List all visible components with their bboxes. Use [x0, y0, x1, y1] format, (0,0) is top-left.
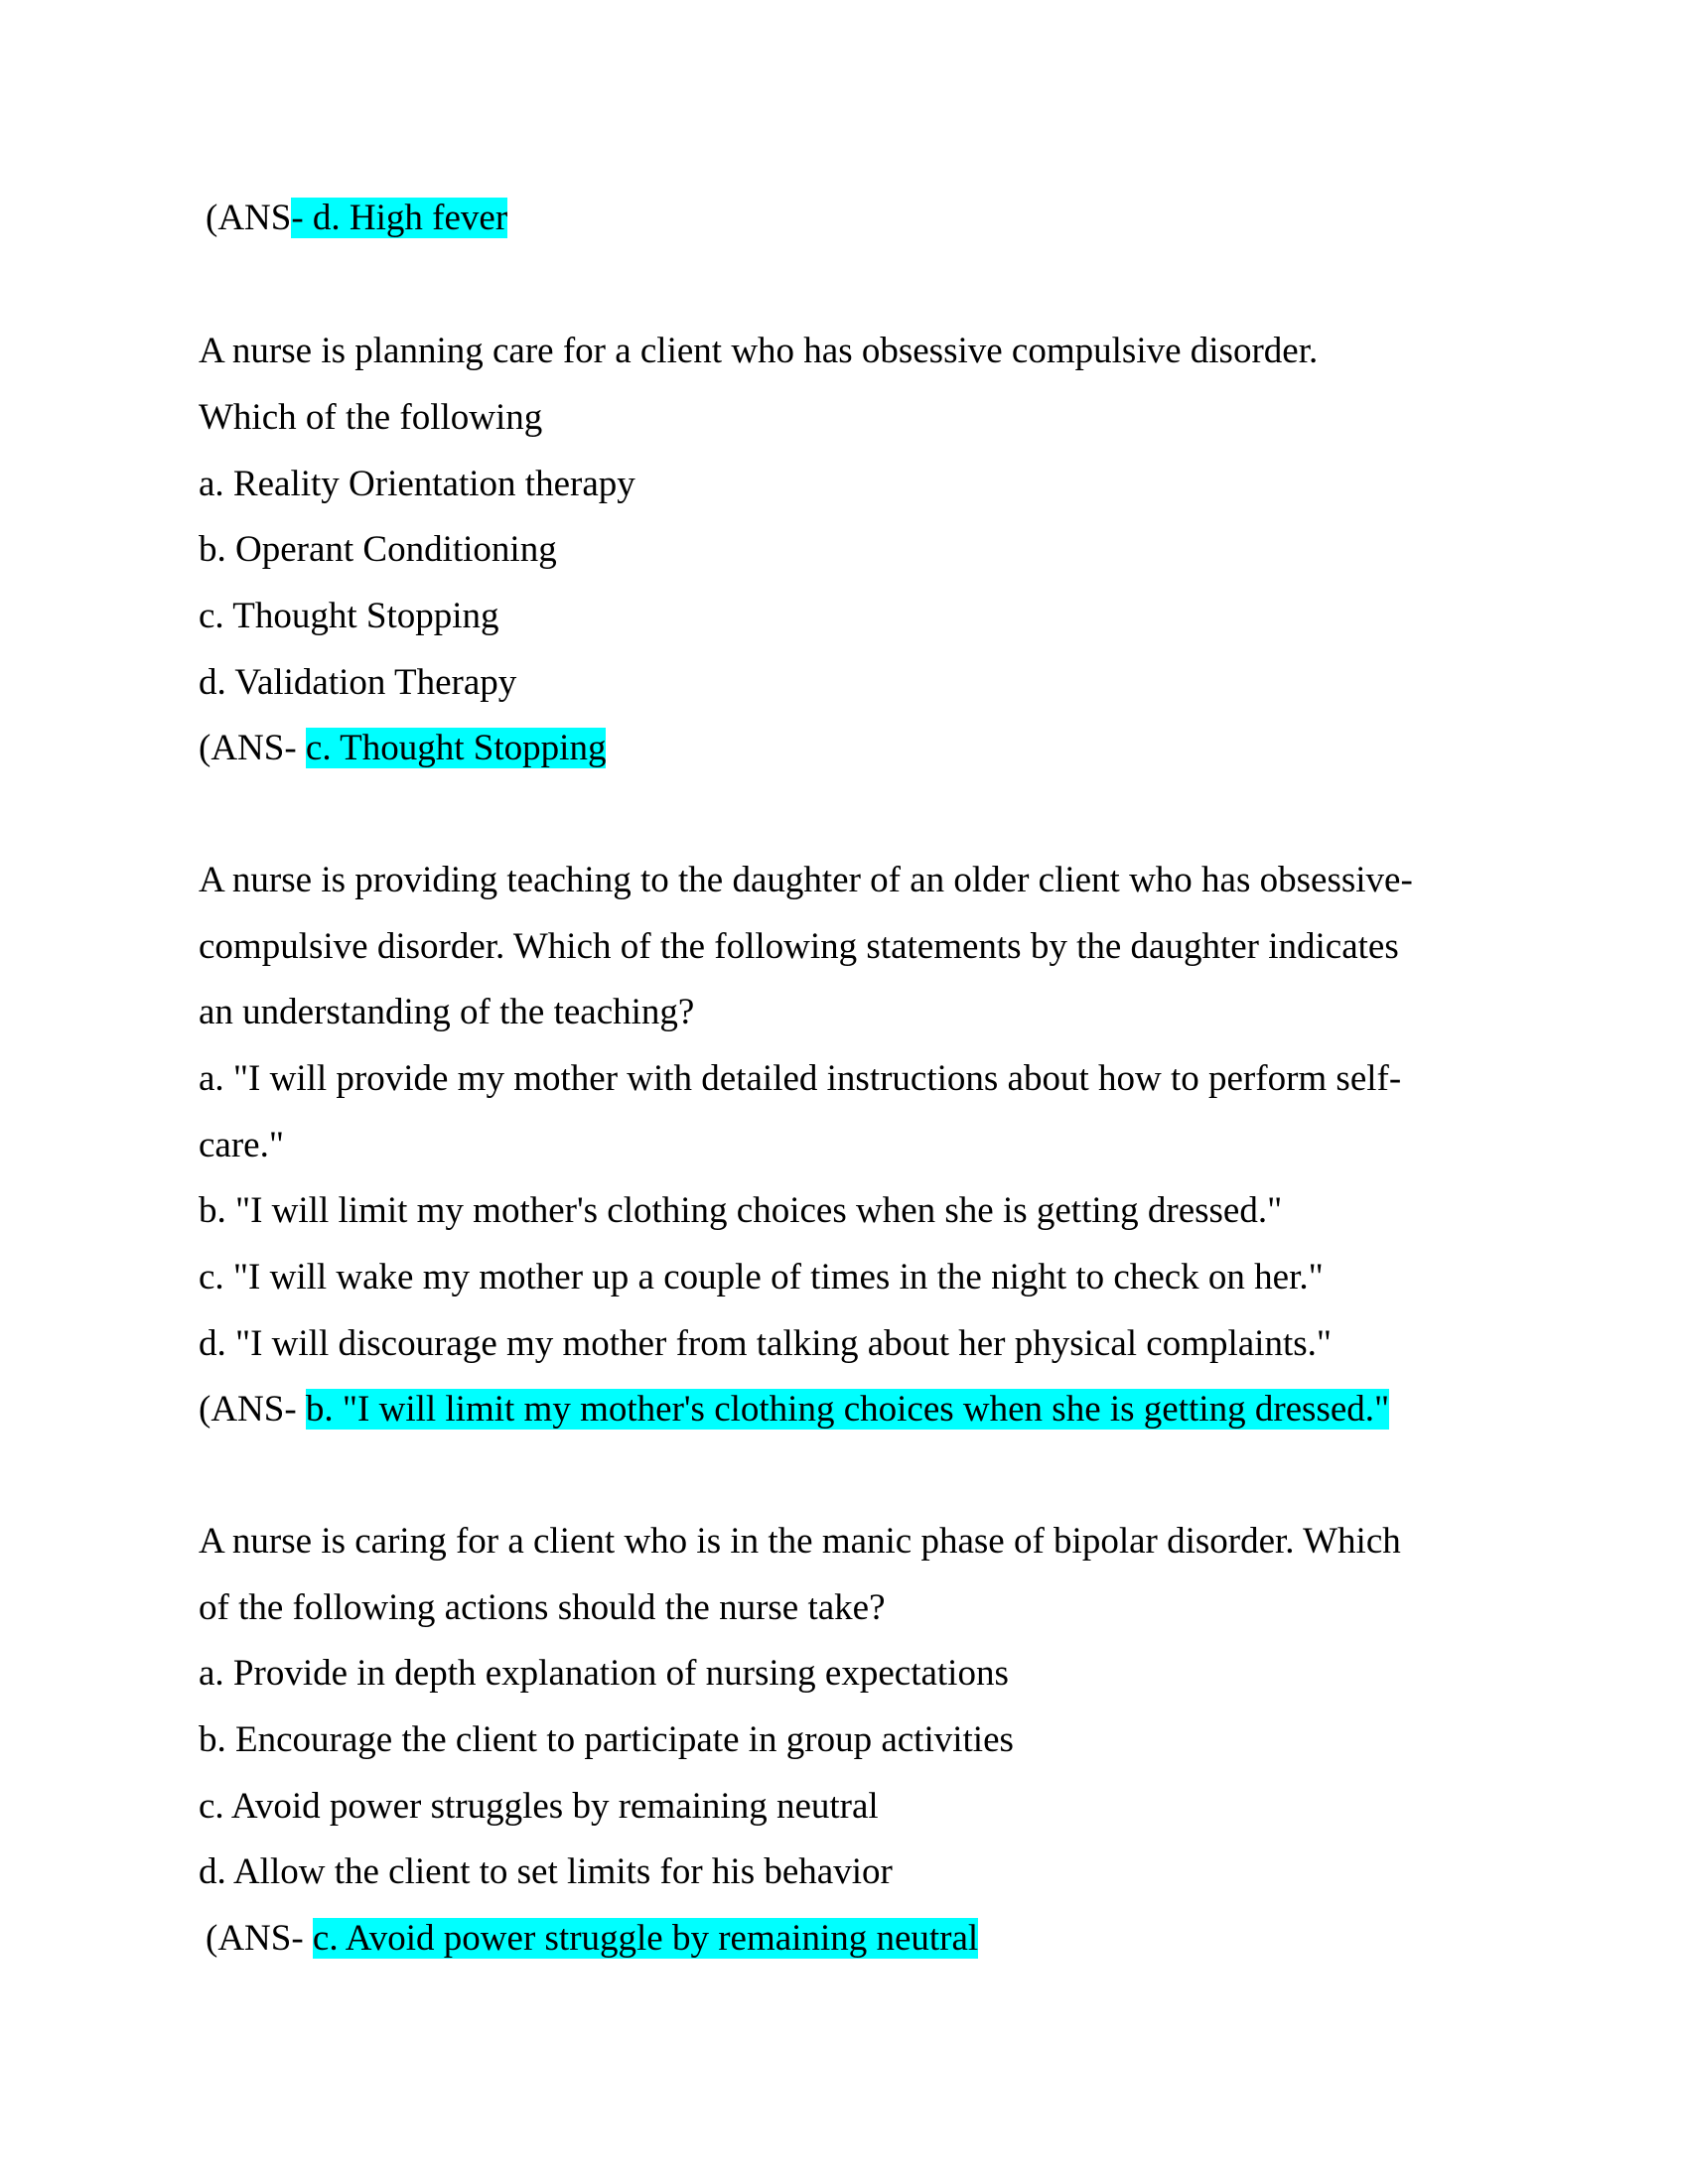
q2-option-c: c. "I will wake my mother up a couple of times in the night to check on her." — [199, 1257, 1324, 1297]
q3-stem-line-1: A nurse is caring for a client who is in the manic phase of bipolar disorder. Which — [199, 1521, 1401, 1562]
answer-prefix: (ANS- — [206, 1918, 313, 1959]
answer-prefix: (ANS- — [199, 1389, 306, 1430]
q1-option-c: c. Thought Stopping — [199, 596, 499, 636]
q1-option-a: a. Reality Orientation therapy — [199, 464, 635, 504]
q2-option-a-line-2: care." — [199, 1125, 284, 1165]
answer-highlight: - d. High fever — [291, 198, 508, 238]
answer-prefix: (ANS- — [199, 728, 306, 768]
q1-stem-line-2: Which of the following — [199, 397, 543, 438]
q1-option-b: b. Operant Conditioning — [199, 529, 557, 570]
q2-option-d: d. "I will discourage my mother from talking about her physical complaints." — [199, 1323, 1332, 1364]
q3-stem-line-2: of the following actions should the nurse take? — [199, 1587, 886, 1628]
q1-option-d: d. Validation Therapy — [199, 662, 517, 703]
q2-stem-line-2: compulsive disorder. Which of the following statements by the daughter indicates — [199, 926, 1399, 967]
q2-stem-line-1: A nurse is providing teaching to the daughter of an older client who has obsessive- — [199, 860, 1413, 900]
answer-highlight: b. "I will limit my mother's clothing choices when she is getting dressed." — [305, 1389, 1390, 1430]
answer-highlight: c. Thought Stopping — [305, 728, 607, 768]
q1-stem-line-1: A nurse is planning care for a client who has obsessive compulsive disorder. — [199, 331, 1319, 371]
answer-prefix: (ANS — [206, 198, 292, 238]
q3-option-c: c. Avoid power struggles by remaining neutral — [199, 1786, 879, 1827]
answer-highlight: c. Avoid power struggle by remaining neutral — [312, 1918, 979, 1959]
q3-option-d: d. Allow the client to set limits for his behavior — [199, 1851, 893, 1892]
q3-option-b: b. Encourage the client to participate in group activities — [199, 1719, 1014, 1760]
q3-option-a: a. Provide in depth explanation of nursing expectations — [199, 1653, 1009, 1694]
q3-answer-line — [206, 1916, 978, 1962]
answer-line-0 — [206, 196, 507, 241]
q2-answer-line — [199, 1387, 1389, 1433]
q2-option-b: b. "I will limit my mother's clothing choices when she is getting dressed." — [199, 1190, 1283, 1231]
q2-option-a-line-1: a. "I will provide my mother with detailed instructions about how to perform self- — [199, 1058, 1402, 1099]
q1-answer-line — [199, 726, 606, 771]
q2-stem-line-3: an understanding of the teaching? — [199, 992, 695, 1032]
